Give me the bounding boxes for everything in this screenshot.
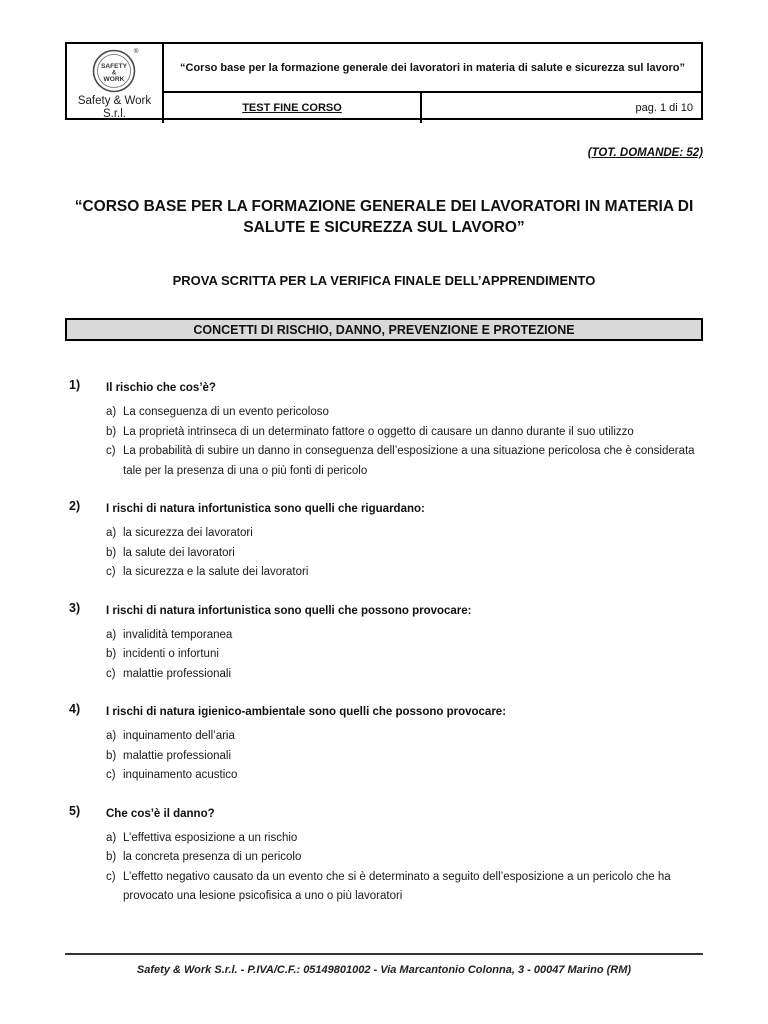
option-label: b) — [106, 425, 117, 438]
footer-text: Safety & Work S.r.l. - P.IVA/C.F.: 05149801002 - Via Marcantonio Colonna, 3 - 00047 Marino (RM) — [136, 964, 632, 976]
option-text: La probabilità di subire un danno in conseguenza dell’esposizione a una situazione pericolosa che è considerata tale per la presenza di una o più fonti di pericolo — [123, 445, 695, 477]
document-subtitle: PROVA SCRITTA PER LA VERIFICA FINALE DELL’APPRENDIMENTO — [172, 273, 596, 288]
option-text: inquinamento dell’aria — [123, 730, 235, 742]
section-header: CONCETTI DI RISCHIO, DANNO, PREVENZIONE E PROTEZIONE — [65, 318, 703, 341]
header-course-title: “Corso base per la formazione generale dei lavoratori in materia di salute e sicurezza sul lavoro” — [164, 44, 701, 93]
option-label: a) — [106, 831, 117, 844]
header-logo-cell — [67, 44, 164, 123]
header-bottom-row — [164, 93, 701, 123]
option-label: b) — [106, 749, 117, 762]
option-label: c) — [106, 667, 116, 680]
option-label: c) — [106, 566, 116, 578]
question-4 — [65, 702, 703, 786]
option-text: invalidità temporanea — [123, 628, 233, 641]
logo-text-amp: & — [111, 70, 116, 77]
option-c — [106, 563, 703, 583]
option-label: c) — [106, 445, 116, 457]
option-text: incidenti o infortuni — [123, 648, 219, 660]
option-a — [106, 403, 703, 423]
option-label: a) — [106, 628, 117, 641]
document-title: “CORSO BASE PER LA FORMAZIONE GENERALE DEI LAVORATORI IN MATERIA DI SALUTE E SICUREZZA SUL LAVORO” — [74, 198, 694, 236]
option-c — [106, 442, 703, 481]
option-text: L’effettiva esposizione a un rischio — [123, 831, 298, 844]
question-text: I rischi di natura igienico-ambientale sono quelli che possono provocare: — [106, 706, 507, 718]
option-label: b) — [106, 648, 117, 660]
question-number: 5) — [69, 803, 81, 818]
option-c — [106, 868, 703, 907]
option-text: La proprietà intrinseca di un determinato fattore o oggetto di causare un danno durante il suo utilizzo — [123, 425, 634, 438]
page-indicator: pag. 1 di 10 — [635, 102, 693, 114]
page-footer — [65, 953, 703, 976]
option-a — [106, 829, 703, 849]
option-text: la salute dei lavoratori — [123, 546, 235, 559]
question-3 — [65, 601, 703, 685]
option-text: la sicurezza dei lavoratori — [123, 527, 253, 539]
option-a — [106, 626, 703, 646]
option-text: inquinamento acustico — [123, 769, 238, 781]
question-number: 3) — [69, 600, 81, 615]
safety-work-stamp-icon — [90, 46, 140, 94]
option-b — [106, 747, 703, 767]
question-number: 2) — [69, 499, 81, 513]
option-label: c) — [106, 769, 116, 781]
option-label: a) — [106, 730, 117, 742]
option-a — [106, 727, 703, 747]
option-b — [106, 544, 703, 564]
logo-text-work: WORK — [103, 76, 124, 83]
option-b — [106, 645, 703, 665]
option-c — [106, 766, 703, 786]
option-text: malattie professionali — [123, 667, 232, 680]
logo-text-safety: SAFETY — [100, 63, 127, 70]
company-name: Safety & Work S.r.l. — [77, 95, 152, 120]
question-2 — [65, 499, 703, 583]
document-header — [65, 42, 703, 120]
option-c — [106, 665, 703, 685]
question-number: 1) — [69, 378, 81, 392]
question-text: I rischi di natura infortunistica sono quelli che riguardano: — [106, 503, 425, 515]
question-number: 4) — [69, 702, 81, 716]
registered-mark: ® — [133, 48, 138, 55]
option-text: La conseguenza di un evento pericoloso — [123, 406, 329, 418]
header-right — [164, 44, 701, 123]
option-label: a) — [106, 406, 117, 418]
option-text: L’effetto negativo causato da un evento che si è determinato a seguito dell’esposizione a un pericolo che ha provocato una lesione psicofisica a uno o più lavoratori — [123, 870, 671, 902]
option-label: b) — [106, 851, 117, 863]
test-label: TEST FINE CORSO — [164, 93, 422, 123]
option-b — [106, 423, 703, 443]
questions-list — [65, 378, 703, 907]
option-a — [106, 524, 703, 544]
question-1 — [65, 378, 703, 481]
question-text: Il rischio che cos’è? — [106, 382, 216, 394]
question-text: I rischi di natura infortunistica sono quelli che possono provocare: — [106, 604, 472, 617]
option-label: c) — [106, 870, 116, 883]
option-label: a) — [106, 527, 117, 539]
question-5 — [65, 804, 703, 907]
option-label: b) — [106, 546, 117, 559]
option-text: la concreta presenza di un pericolo — [123, 851, 302, 863]
option-text: la sicurezza e la salute dei lavoratori — [123, 566, 309, 578]
option-b — [106, 848, 703, 868]
option-text: malattie professionali — [123, 749, 232, 762]
question-text: Che cos’è il danno? — [106, 807, 215, 820]
total-questions-note: (TOT. DOMANDE: 52) — [587, 147, 703, 159]
